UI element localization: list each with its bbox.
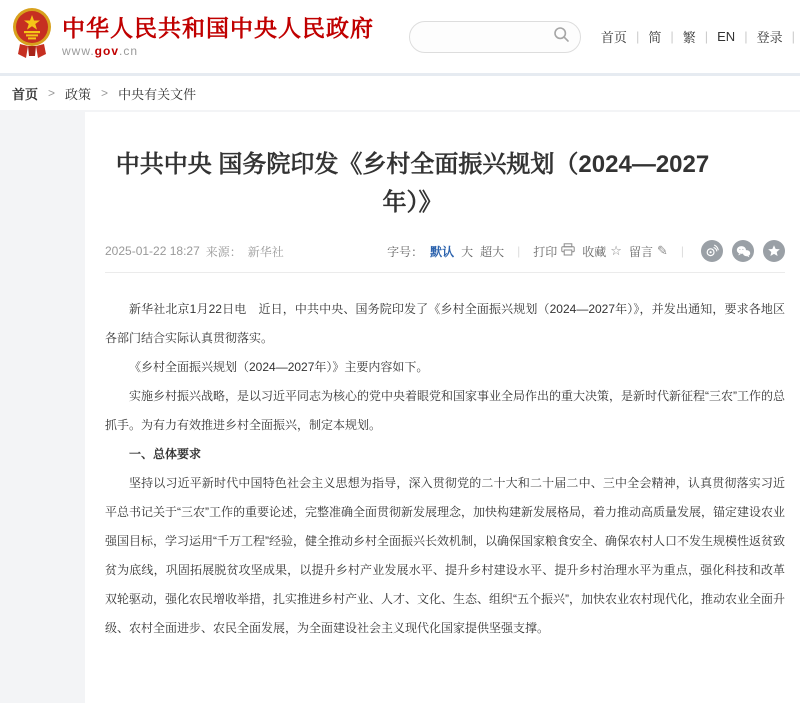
favorite-button[interactable]: 收藏 ☆ <box>582 243 622 259</box>
search-input[interactable] <box>424 28 553 45</box>
printer-icon <box>561 243 575 259</box>
more-share-button[interactable] <box>763 240 785 262</box>
breadcrumb <box>0 76 800 110</box>
weibo-share-button[interactable] <box>701 240 723 262</box>
breadcrumb-policy[interactable]: 政策 <box>65 86 92 102</box>
top-nav: 首页 | 简 | 繁 | EN | 登录 | <box>597 27 800 46</box>
site-title: 中华人民共和国中央人民政府 <box>62 15 374 41</box>
paragraph: 《乡村全面振兴规划（2024—2027年）》主要内容如下。 <box>129 360 429 374</box>
magnifier-icon[interactable] <box>553 26 570 48</box>
search-box[interactable] <box>409 21 581 53</box>
fontsize-xlarge-button[interactable]: 超大 <box>480 244 505 259</box>
breadcrumb-separator: > <box>48 86 56 100</box>
comment-button[interactable]: 留言 ✎ <box>628 243 668 259</box>
breadcrumb-separator: > <box>101 86 109 100</box>
weibo-icon <box>705 244 719 258</box>
fontsize-large-button[interactable]: 大 <box>461 244 474 259</box>
article-toolbar: 字号： 默认 大 超大 | 打印 收藏 ☆ 留言 ✎ | <box>387 240 785 262</box>
nav-traditional[interactable]: 繁 <box>682 30 696 45</box>
publish-date: 2025-01-22 18:27 <box>105 244 200 258</box>
site-brand[interactable] <box>12 6 374 67</box>
paragraph: 坚持以习近平新时代中国特色社会主义思想为指导，深入贯彻党的二十大和二十届二中、三中全会精神，认真贯彻落实习近平总书记关于“三农”工作的重要论述，完整准确全面贯彻新发展理念，加快构建新发展格局，着力推动高质量发展，锚定建设农业强国目标，学习运用“千万工程”经验，健全推动乡村全面振兴长效机制，以确保国家粮食安全、确保农村人口不发生规模性返贫致贫为底线，巩固拓展脱贫攻坚成果，以提升乡村产业发展水平、提升乡村建设水平、提升乡村治理水平为重点，强化科技和改革双轮驱动，强化农民增收举措，扎实推进乡村产业、人才、文化、生态、组织“五个振兴”，加快农业农村现代化，推动农业全面升级、农村全面进步、农民全面发展，为全面建设社会主义现代化国家提供坚强支撑。 <box>105 476 785 635</box>
wechat-icon <box>736 245 751 258</box>
paragraph: 实施乡村振兴战略，是以习近平同志为核心的党中央着眼党和国家事业全局作出的重大决策，是新时代新征程“三农”工作的总抓手。为有力有效推进乡村全面振兴，制定本规划。 <box>105 389 785 432</box>
article-body <box>105 295 785 643</box>
nav-simplified[interactable]: 简 <box>648 30 662 45</box>
fontsize-default-button[interactable]: 默认 <box>430 244 455 259</box>
source-name[interactable]: 新华社 <box>247 244 284 259</box>
print-button[interactable]: 打印 <box>533 243 575 260</box>
breadcrumb-central-documents[interactable]: 中央有关文件 <box>118 86 197 102</box>
national-emblem-icon <box>12 6 52 67</box>
article-meta-row <box>105 240 785 262</box>
breadcrumb-home[interactable]: 首页 <box>12 86 39 102</box>
site-url: www.gov.cn <box>62 44 139 58</box>
source-label: 来源： <box>205 244 242 259</box>
wechat-share-button[interactable] <box>732 240 754 262</box>
star-outline-icon: ☆ <box>610 243 622 258</box>
article-card <box>85 112 800 703</box>
site-header <box>0 0 800 76</box>
pencil-icon: ✎ <box>656 243 668 258</box>
section-heading: 一、总体要求 <box>129 447 202 461</box>
share-star-icon <box>767 244 781 258</box>
meta-divider <box>105 272 785 273</box>
nav-english[interactable]: EN <box>717 29 736 44</box>
nav-login[interactable]: 登录 <box>756 30 783 45</box>
fontsize-label: 字号： <box>387 244 424 259</box>
share-buttons <box>701 240 785 262</box>
article-title: 中共中央 国务院印发《乡村全面振兴规划（2024—2027年）》 <box>115 151 710 216</box>
nav-home[interactable]: 首页 <box>600 30 627 45</box>
paragraph: 新华社北京1月22日电 近日，中共中央、国务院印发了《乡村全面振兴规划（2024—2027年）》，并发出通知，要求各地区各部门结合实际认真贯彻落实。 <box>105 302 785 345</box>
page-background <box>0 110 800 703</box>
